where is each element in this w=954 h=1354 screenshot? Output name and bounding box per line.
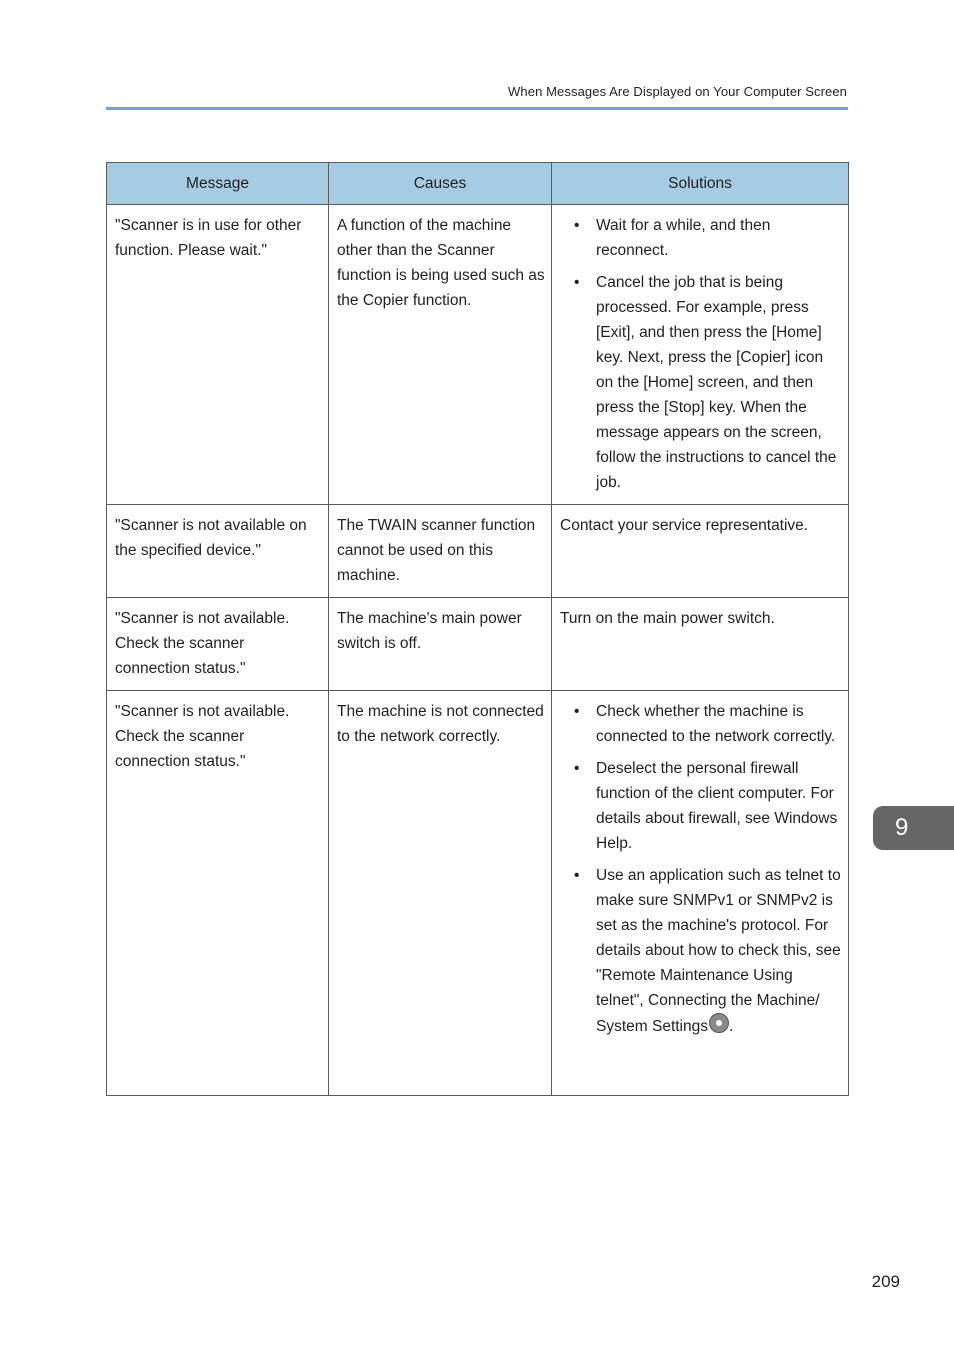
disc-icon xyxy=(709,1013,729,1033)
cause-cell: The machine's main power switch is off. xyxy=(329,598,552,691)
header-rule xyxy=(106,107,848,110)
solution-end: . xyxy=(729,1018,734,1035)
column-header-solutions: Solutions xyxy=(552,163,849,205)
message-cell: "Scanner is not available. Check the scanner connection status." xyxy=(107,598,329,691)
table-row xyxy=(107,505,849,598)
table-row xyxy=(107,205,849,505)
chapter-tab xyxy=(873,806,954,850)
solution-item: • Deselect the personal firewall function of the client computer. For details about firewall, see Windows Help. xyxy=(596,756,842,856)
solution-text: Use an application such as telnet to make sure SNMPv1 or SNMPv2 is set as the machine's protocol. For details about how to check this, see "Remote Maintenance Using telnet", Connecting the Machine/ System Settings xyxy=(596,867,841,1035)
table-row xyxy=(107,691,849,1096)
solution-item: • Cancel the job that is being processed. For example, press [Exit], and then press the [Home] key. Next, press the [Copier] icon on the [Home] screen, and then press the [Stop] key. When the message appears on the screen, follow the instructions to cancel the job. xyxy=(596,270,842,495)
solution-item xyxy=(596,863,842,1039)
message-cell: "Scanner is in use for other function. Please wait." xyxy=(107,205,329,505)
solution-cell xyxy=(552,205,849,505)
solution-list xyxy=(560,213,842,495)
column-header-message: Message xyxy=(107,163,329,205)
message-cell: "Scanner is not available on the specified device." xyxy=(107,505,329,598)
page-number: 209 xyxy=(871,1272,900,1291)
message-table xyxy=(106,162,849,1096)
solution-item: • Check whether the machine is connected to the network correctly. xyxy=(596,699,842,749)
solution-cell: Contact your service representative. xyxy=(552,505,849,598)
solution-item: • Wait for a while, and then reconnect. xyxy=(596,213,842,263)
table-header-row xyxy=(107,163,849,205)
solution-cell: Turn on the main power switch. xyxy=(552,598,849,691)
solution-cell xyxy=(552,691,849,1096)
solution-list xyxy=(560,699,842,1039)
column-header-causes: Causes xyxy=(329,163,552,205)
table-row xyxy=(107,598,849,691)
cause-cell: The TWAIN scanner function cannot be used on this machine. xyxy=(329,505,552,598)
cause-cell: The machine is not connected to the network correctly. xyxy=(329,691,552,1096)
cause-cell: A function of the machine other than the Scanner function is being used such as the Copier function. xyxy=(329,205,552,505)
chapter-number: 9 xyxy=(895,814,909,841)
running-header: When Messages Are Displayed on Your Computer Screen xyxy=(508,84,847,99)
message-cell: "Scanner is not available. Check the scanner connection status." xyxy=(107,691,329,1096)
